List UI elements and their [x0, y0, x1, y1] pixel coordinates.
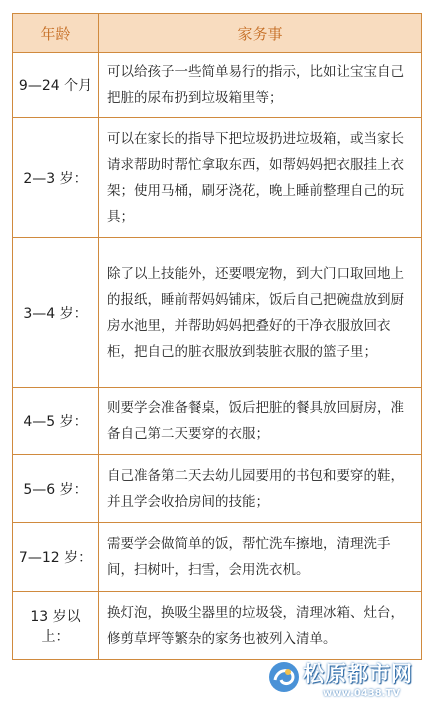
chores-cell: 可以给孩子一些简单易行的指示，比如让宝宝自己把脏的尿布扔到垃圾箱里等； — [99, 53, 422, 118]
chores-cell: 需要学会做简单的饭，帮忙洗车擦地，清理洗手间，扫树叶，扫雪，会用洗衣机。 — [99, 523, 422, 592]
table-header-row — [13, 14, 422, 53]
table-row — [13, 53, 422, 118]
age-cell: 9—24 个月 — [13, 53, 99, 118]
table-row — [13, 455, 422, 523]
watermark-url: www.0438.TV — [323, 688, 401, 699]
chores-table-container — [12, 13, 421, 660]
age-cell: 5—6 岁： — [13, 455, 99, 523]
age-cell: 7—12 岁： — [13, 523, 99, 592]
table-row — [13, 592, 422, 660]
chores-cell: 则要学会准备餐桌，饭后把脏的餐具放回厨房，准备自己第二天要穿的衣服； — [99, 388, 422, 455]
chores-cell: 换灯泡，换吸尘器里的垃圾袋，清理冰箱、灶台，修剪草坪等繁杂的家务也被列入清单。 — [99, 592, 422, 660]
age-cell: 3—4 岁： — [13, 238, 99, 388]
chores-cell: 可以在家长的指导下把垃圾扔进垃圾箱，或当家长请求帮助时帮忙拿取东西，如帮妈妈把衣服挂上衣架；使用马桶，刷牙浇花，晚上睡前整理自己的玩具； — [99, 118, 422, 238]
chores-cell: 自己准备第二天去幼儿园要用的书包和要穿的鞋，并且学会收拾房间的技能； — [99, 455, 422, 523]
header-age: 年龄 — [13, 14, 99, 53]
table-row — [13, 118, 422, 238]
watermark-site-name: 松原都市网 — [303, 661, 413, 686]
chores-cell: 除了以上技能外，还要喂宠物，到大门口取回地上的报纸，睡前帮妈妈铺床，饭后自己把碗盘放到厨房水池里，并帮助妈妈把叠好的干净衣服放回衣柜，把自己的脏衣服放到装脏衣服的篮子里； — [99, 238, 422, 388]
age-cell: 13 岁以上： — [13, 592, 99, 660]
age-chores-table — [12, 13, 422, 660]
age-cell: 4—5 岁： — [13, 388, 99, 455]
table-row — [13, 523, 422, 592]
table-row — [13, 388, 422, 455]
header-chores: 家务事 — [99, 14, 422, 53]
site-watermark — [267, 656, 427, 706]
table-row — [13, 238, 422, 388]
blue-swirl-logo-icon — [267, 660, 301, 694]
age-cell: 2—3 岁： — [13, 118, 99, 238]
